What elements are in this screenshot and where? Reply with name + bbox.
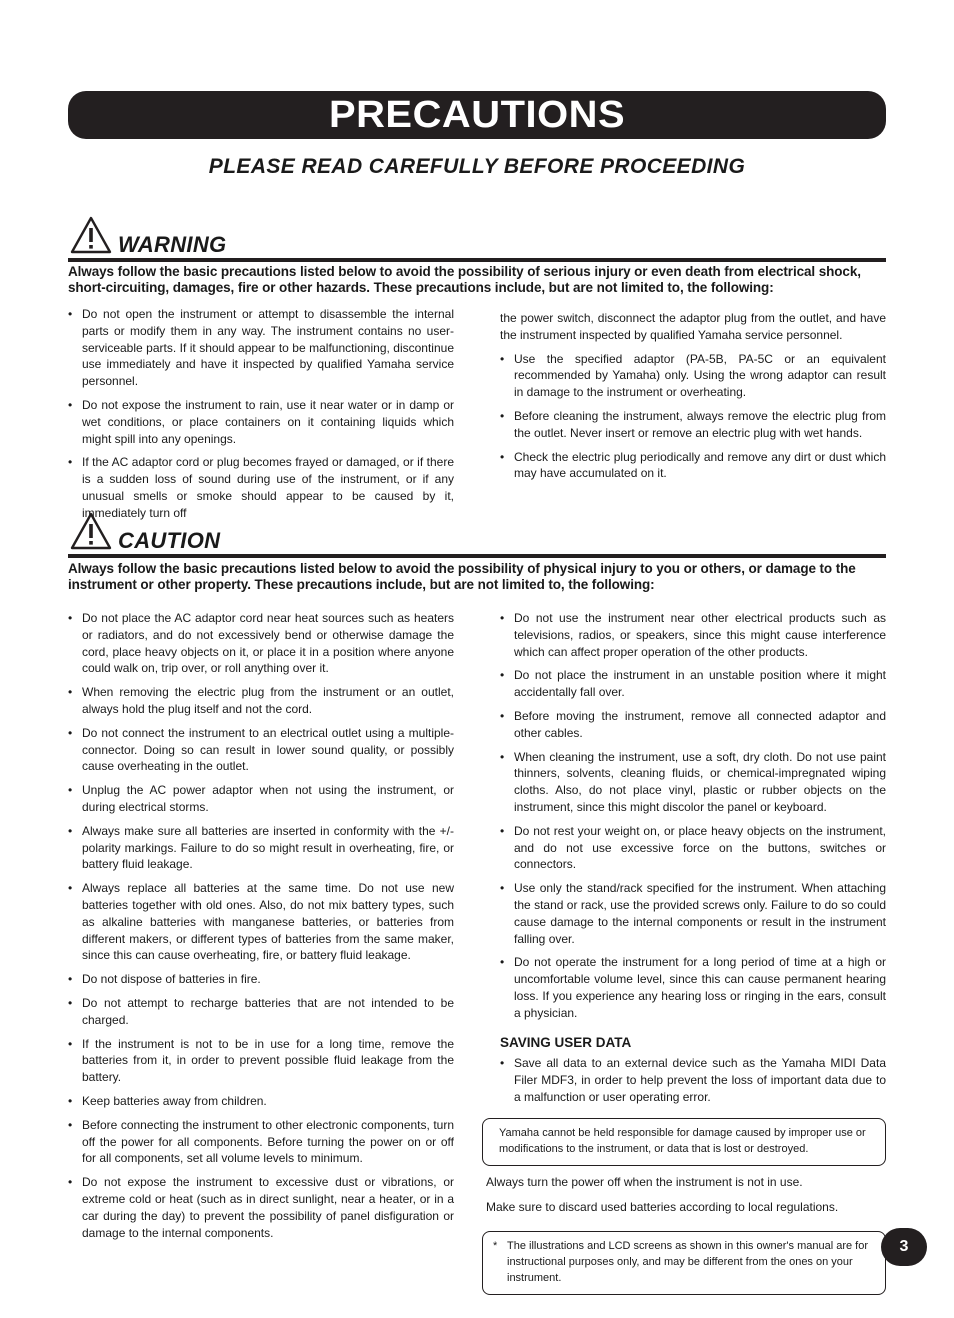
caution-header: [68, 512, 886, 556]
list-item: • Before connecting the instrument to other electronic components, turn off the power for all components. Before turning the power on or off for all components, set all volume levels to minimum.: [68, 1117, 454, 1167]
caution-lead: Always follow the basic precautions listed below to avoid the possibility of physical injury to you or others, or damage to the instrument or other property. These precautions include, but are not limited to, the following:: [68, 561, 856, 592]
warning-header: [68, 216, 886, 260]
list-item: • Do not connect the instrument to an electrical outlet using a multiple-connector. Doing so can result in lower sound quality, or possibly cause overheating in the outlet.: [68, 725, 454, 775]
title-banner: [68, 91, 886, 139]
list-item: • Do not place the AC adaptor cord near heat sources such as heaters or radiators, and do not excessively bend or otherwise damage the cord, place heavy objects on it, or place it in a position where anyone could walk on, trip over, or roll anything over it.: [68, 610, 454, 677]
saving-user-data-heading: SAVING USER DATA: [500, 1034, 632, 1050]
list-item: • Check the electric plug periodically and remove any dirt or dust which may have accumulated on it.: [500, 449, 886, 483]
list-item: • Do not use the instrument near other electrical products such as televisions, radios, or speakers, since this might cause interference which can affect proper operation of the other products.: [500, 610, 886, 660]
list-item: • Do not dispose of batteries in fire.: [68, 971, 454, 988]
list-item: the power switch, disconnect the adaptor plug from the outlet, and have the instrument inspected by qualified Yamaha service personnel.: [500, 311, 886, 342]
list-item: • Use only the stand/rack specified for the instrument. When attaching the stand or rack, use the provided screws only. Failure to do so could cause damage to the internal components or result in the instrument falling over.: [500, 880, 886, 947]
list-item: • Always replace all batteries at the same time. Do not use new batteries together with old ones. Also, do not mix battery types, such as alkaline batteries with manganese batteries, or batteries from different makers, or different types of batteries from the same maker, since this can cause overheating, fire, or battery fluid leakage.: [68, 880, 454, 964]
power-note: Always turn the power off when the instrument is not in use.: [486, 1174, 803, 1189]
warning-lead: Always follow the basic precautions listed below to avoid the possibility of serious injury or even death from electrical shock, short-circuiting, damages, fire or other hazards. These precautions include, but are not limited to, the following:: [68, 264, 861, 295]
list-item: • Do not expose the instrument to excessive dust or vibrations, or extreme cold or heat (such as in direct sunlight, near a heater, or in a car during the day) to prevent the possibility of panel disfiguration or damage to the internal components.: [68, 1174, 454, 1241]
list-item: • Unplug the AC power adaptor when not using the instrument, or during electrical storms.: [68, 782, 454, 816]
warning-right-column: [500, 310, 886, 489]
warning-left-column: [68, 306, 454, 529]
warning-rule: [68, 258, 886, 262]
list-item: • If the instrument is not to be in use for a long time, remove the batteries from it, in order to prevent possible fluid leakage from the battery.: [68, 1036, 454, 1086]
disclaimer-box: [482, 1118, 886, 1166]
list-item: • Do not place the instrument in an unstable position where it might accidentally fall over.: [500, 667, 886, 701]
list-item: • When removing the electric plug from the instrument or an outlet, always hold the plug itself and not the cord.: [68, 684, 454, 718]
warning-triangle-icon: [70, 216, 112, 254]
list-item: • Do not rest your weight on, or place heavy objects on the instrument, and do not use excessive force on the buttons, switches or connectors.: [500, 823, 886, 873]
list-item: • Always make sure all batteries are inserted in conformity with the +/- polarity markings. Failure to do so might result in overheating, fire, or battery fluid leakage.: [68, 823, 454, 873]
list-item: • Before cleaning the instrument, always remove the electric plug from the outlet. Never insert or remove an electric plug with wet hands.: [500, 408, 886, 442]
page-number-badge: [881, 1228, 927, 1266]
caution-triangle-icon: [70, 512, 112, 550]
battery-note: Make sure to discard used batteries according to local regulations.: [486, 1199, 839, 1214]
list-item: • When cleaning the instrument, use a soft, dry cloth. Do not use paint thinners, solvents, cleaning fluids, or chemical-impregnated wiping cloths. Also, do not place vinyl, plastic or rubber objects on the instrument, since this might discolor the panel or keyboard.: [500, 749, 886, 816]
list-item: • Save all data to an external device such as the Yamaha MIDI Data Filer MDF3, in order to help prevent the loss of important data due to a malfunction or user operating error.: [500, 1055, 886, 1105]
list-item: • Use the specified adaptor (PA-5B, PA-5C or an equivalent recommended by Yamaha) only. Using the wrong adaptor can result in damage to the instrument or overheating.: [500, 351, 886, 401]
caution-left-column: [68, 610, 454, 1248]
list-item: • Do not expose the instrument to rain, use it near water or in damp or wet conditions, or place containers on it containing liquids which might spill into any openings.: [68, 397, 454, 447]
list-item: • Before moving the instrument, remove all connected adaptor and other cables.: [500, 708, 886, 742]
list-item: • Do not operate the instrument for a long period of time at a high or uncomfortable volume level, since this can cause permanent hearing loss. If you experience any hearing loss or ringing in the ears, consult a physician.: [500, 954, 886, 1021]
list-item: • Do not open the instrument or attempt to disassemble the internal parts or modify them in any way. The instrument contains no user-serviceable parts. If it should appear to be malfunctioning, discontinue use immediately and have it inspected by qualified Yamaha service personnel.: [68, 306, 454, 390]
caution-rule: [68, 554, 886, 558]
list-item: • If the AC adaptor cord or plug becomes frayed or damaged, or if there is a sudden loss of sound during use of the instrument, or if any unusual smells or smoke should appear to be caused by it, immediately turn off: [68, 454, 454, 521]
page-number: 3: [899, 1238, 909, 1255]
warning-title: WARNING: [118, 232, 227, 257]
disclaimer-text: Yamaha cannot be held responsible for damage caused by improper use or modifications to the instrument, or data that is lost or destroyed.: [499, 1126, 866, 1155]
caution-title: CAUTION: [118, 528, 221, 553]
page-title: PRECAUTIONS: [328, 93, 626, 136]
list-item: • Keep batteries away from children.: [68, 1093, 454, 1110]
footnote-box: [482, 1231, 886, 1295]
caution-right-column: [486, 610, 886, 1295]
list-item: • Do not attempt to recharge batteries that are not intended to be charged.: [68, 995, 454, 1029]
page-subtitle: PLEASE READ CAREFULLY BEFORE PROCEEDING: [208, 155, 746, 178]
footnote-mark: *: [493, 1240, 498, 1253]
footnote-text: The illustrations and LCD screens as shown in this owner's manual are for instructional purposes only, and may be different from the ones on your instrument.: [507, 1240, 868, 1285]
